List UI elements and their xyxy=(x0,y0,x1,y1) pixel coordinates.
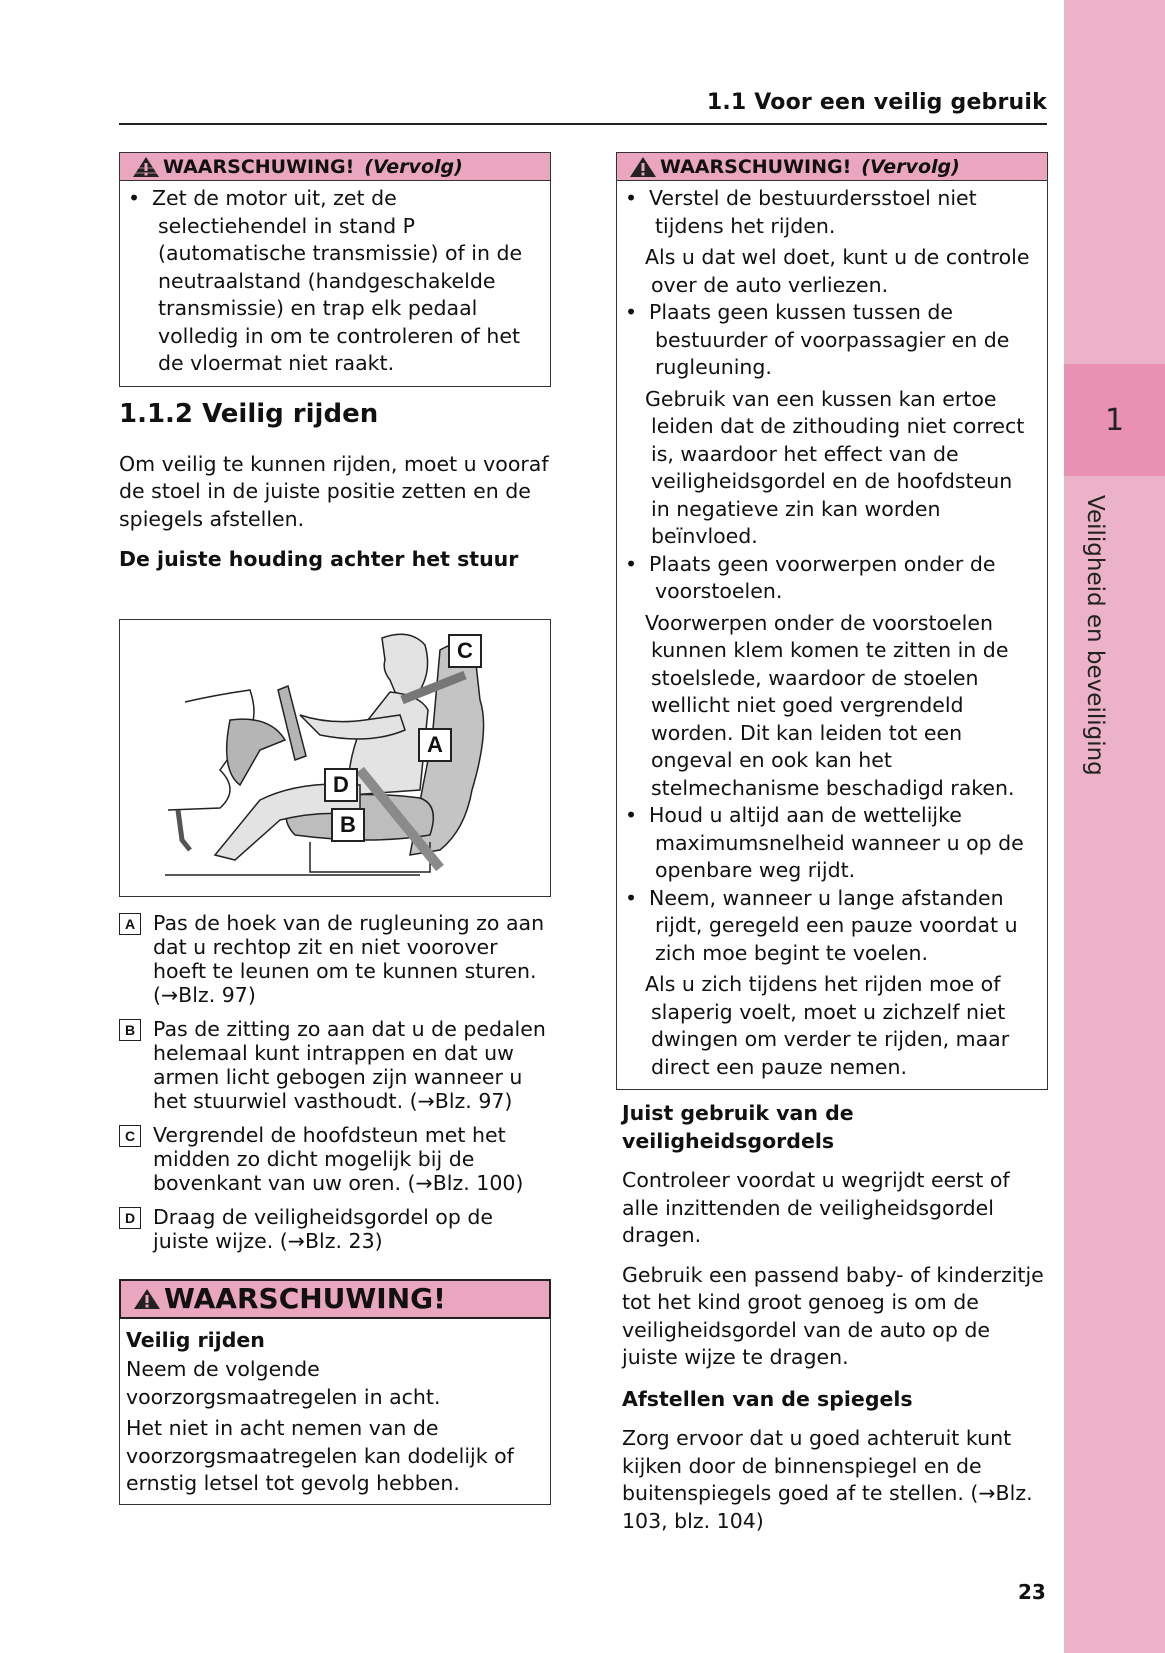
warning-note: Als u dat wel doet, kunt u de controle over de auto verliezen. xyxy=(645,245,1030,297)
mirror-subheading: Afstellen van de spiegels xyxy=(622,1386,913,1411)
legend-item-a xyxy=(119,911,551,1007)
driving-posture-figure xyxy=(119,619,551,897)
warning-note: Als u zich tijdens het rijden moe of slaperig voelt, moet u zichzelf niet dwingen om verder te rijden, maar direct een pauze nemen. xyxy=(645,972,1010,1079)
seatbelt-paragraph: Controleer voordat u wegrijdt eerst of alle inzittenden de veiligheidsgordel dragen. xyxy=(622,1168,1010,1247)
legend-key: D xyxy=(119,1207,141,1229)
warning-continued-box xyxy=(616,152,1048,1090)
legend-item-c xyxy=(119,1123,551,1195)
figure-legend xyxy=(119,911,551,1253)
warning-box xyxy=(119,1279,551,1505)
driver-seat-illustration xyxy=(120,620,550,896)
warning-bullet: • Zet de motor uit, zet de selectiehendel in stand P (automatische transmissie) of in de neutraalstand (handgeschakelde transmissie) en trap elk pedaal volledig in om te controleren of het de vloermat niet raakt. xyxy=(128,185,540,378)
chapter-sidebar xyxy=(1064,0,1165,1653)
mirror-paragraph: Zorg ervoor dat u goed achteruit kunt kijken door de binnenspiegel en de buitenspiegels goed af te stellen. (→Blz. 103, blz. 104) xyxy=(622,1426,1033,1533)
legend-text: Draag de veiligheidsgordel op de juiste wijze. (→Blz. 23) xyxy=(153,1204,494,1253)
seatbelt-paragraph: Gebruik een passend baby- of kinderzitje tot het kind groot genoeg is om de veiligheidsgordel van de auto op de juiste wijze te dragen. xyxy=(622,1262,1044,1369)
warning-note: Voorwerpen onder de voorstoelen kunnen klem komen te zitten in de stoelslede, waardoor de stoelen wellicht niet goed vergrendeld worden. Dit kan leiden tot een ongeval en ook kan het stelmechanisme beschadigd raken. xyxy=(645,610,1015,800)
warning-bullet: • Neem, wanneer u lange afstanden rijdt, geregeld een pauze voordat u zich moe begint te voelen. xyxy=(625,885,1037,968)
warning-title: WAARSCHUWING! xyxy=(660,155,852,178)
warning-subtitle: (Vervolg) xyxy=(861,155,960,178)
warning-bullet: • Plaats geen voorwerpen onder de voorstoelen. xyxy=(625,551,1037,606)
warning-header xyxy=(119,1279,551,1319)
intro-paragraph: Om veilig te kunnen rijden, moet u vooraf de stoel in de juiste positie zetten en de spiegels afstellen. xyxy=(119,451,549,531)
legend-key: C xyxy=(119,1125,141,1147)
header-divider xyxy=(119,123,1047,125)
warning-triangle-icon xyxy=(132,156,160,178)
warning-title: WAARSCHUWING! xyxy=(164,1282,446,1315)
section-heading: 1.1.2 Veilig rijden xyxy=(119,398,379,429)
figure-label-d: D xyxy=(324,768,358,802)
warning-subtitle: (Vervolg) xyxy=(364,155,463,178)
right-column xyxy=(616,152,1048,1535)
legend-text: Pas de zitting zo aan dat u de pedalen helemaal kunt intrappen en dat uw armen licht gebogen zijn wanneer u het stuurwiel vasthoudt. (→Blz. 97) xyxy=(153,1016,546,1113)
warning-bullet: • Plaats geen kussen tussen de bestuurder of voorpassagier en de rugleuning. xyxy=(625,299,1037,382)
figure-label-b: B xyxy=(331,808,365,842)
page-header-title: 1.1 Voor een veilig gebruik xyxy=(706,90,1047,115)
figure-label-a: A xyxy=(418,728,452,762)
warning-paragraph: Neem de volgende voorzorgsmaatregelen in acht. xyxy=(126,1357,441,1409)
warning-note: Gebruik van een kussen kan ertoe leiden dat de zithouding niet correct is, waardoor het effect van de veiligheidsgordel en de hoofdsteun in negatieve zin kan worden beïnvloed. xyxy=(645,386,1025,548)
left-column xyxy=(119,152,551,1505)
chapter-title: Veiligheid en beveiliging xyxy=(1082,495,1108,776)
posture-subheading: De juiste houding achter het stuur xyxy=(119,547,519,571)
legend-text: Pas de hoek van de rugleuning zo aan dat u rechtop zit en niet voorover hoeft te leunen om te kunnen sturen. (→Blz. 97) xyxy=(153,910,545,1007)
warning-paragraph: Het niet in acht nemen van de voorzorgsmaatregelen kan dodelijk of ernstig letsel tot gevolg hebben. xyxy=(126,1416,514,1495)
warning-header xyxy=(120,153,550,181)
warning-bullet: • Houd u altijd aan de wettelijke maximumsnelheid wanneer u op de openbare weg rijdt. xyxy=(625,802,1037,885)
chapter-number: 1 xyxy=(1104,402,1125,438)
warning-subheading: Veilig rijden xyxy=(126,1327,265,1352)
warning-triangle-icon xyxy=(133,1288,161,1310)
warning-continued-box xyxy=(119,152,551,387)
figure-label-c: C xyxy=(448,634,482,668)
legend-key: A xyxy=(119,913,141,935)
seatbelt-subheading: Juist gebruik van de veiligheidsgordels xyxy=(622,1101,854,1153)
page-number: 23 xyxy=(1018,1580,1046,1604)
warning-title: WAARSCHUWING! xyxy=(163,155,355,178)
legend-item-d xyxy=(119,1205,551,1253)
legend-text: Vergrendel de hoofdsteun met het midden zo dicht mogelijk bij de bovenkant van uw oren. (→Blz. 100) xyxy=(153,1122,524,1195)
chapter-tab[interactable] xyxy=(1064,364,1165,476)
warning-triangle-icon xyxy=(629,156,657,178)
legend-item-b xyxy=(119,1017,551,1113)
warning-header xyxy=(617,153,1047,181)
warning-bullet: • Verstel de bestuurdersstoel niet tijdens het rijden. xyxy=(625,185,1037,240)
legend-key: B xyxy=(119,1019,141,1041)
